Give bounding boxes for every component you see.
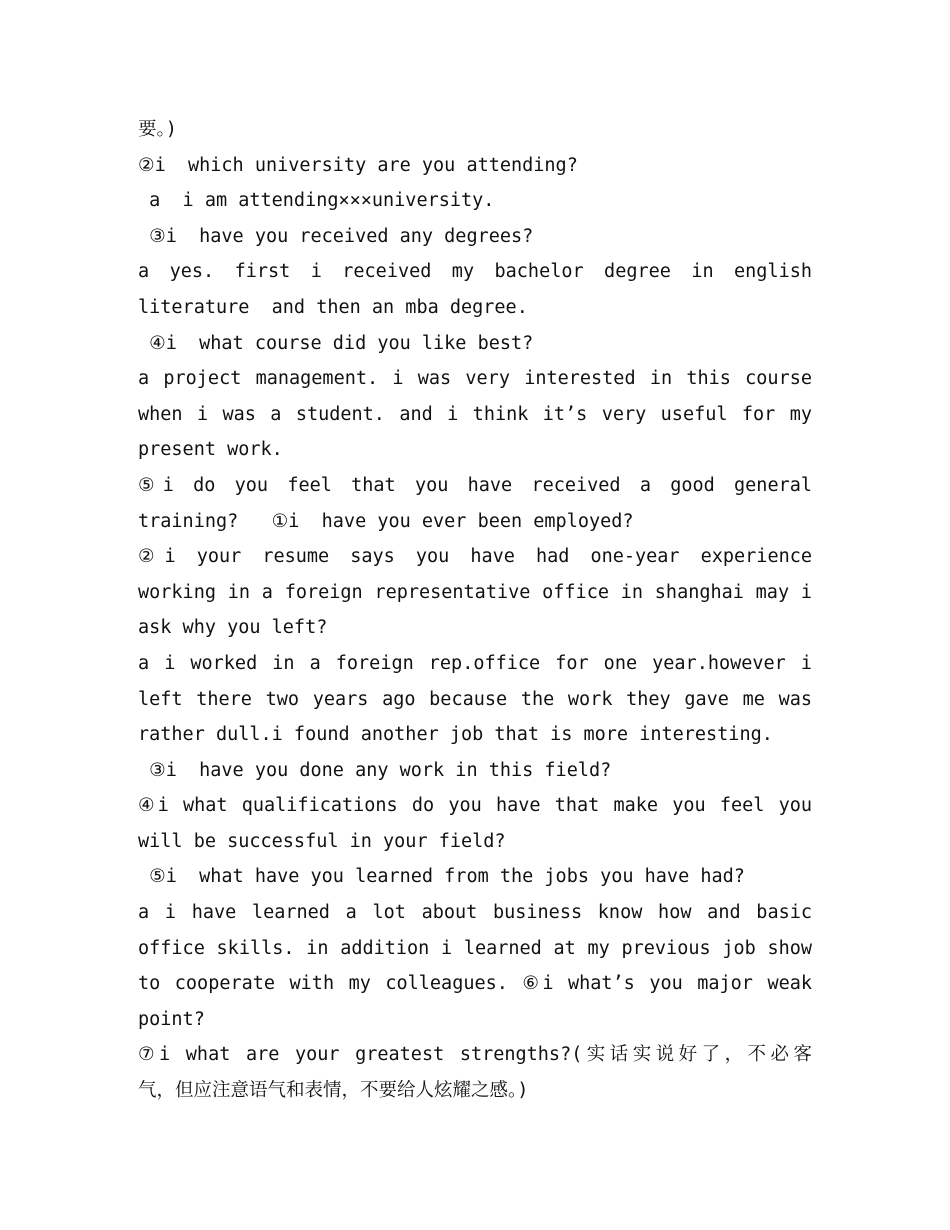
text-line: ④i what course did you like best?	[138, 332, 534, 354]
text-line: training? ①i have you ever been employed?	[138, 510, 634, 532]
text-line: a i worked in a foreign rep.office for one year.however i	[138, 652, 812, 674]
text-line: will be successful in your field?	[138, 830, 506, 852]
text-line: 气，但应注意语气和表情，不要给人炫耀之感。)	[138, 1080, 529, 1102]
text-line: working in a foreign representative office in shanghai may i	[138, 581, 812, 603]
text-line: a i have learned a lot about business know how and basic	[138, 902, 812, 924]
text-line: left there two years ago because the work they gave me was	[138, 688, 812, 710]
text-line: present work.	[138, 439, 283, 461]
text-line: ②i which university are you attending?	[138, 154, 578, 176]
text-line: point?	[138, 1008, 205, 1030]
text-line: ⑤i what have you learned from the jobs you have had?	[138, 866, 745, 888]
text-line: ④i what qualifications do you have that make you feel you	[138, 795, 812, 817]
text-line: ask why you left?	[138, 617, 328, 639]
text-line: ⑤i do you feel that you have received a good general	[138, 474, 812, 496]
text-line: ③i have you done any work in this field?	[138, 759, 612, 781]
text-line: rather dull.i found another job that is more interesting.	[138, 724, 773, 746]
text-line: office skills. in addition i learned at my previous job show	[138, 937, 812, 959]
interview-qa-text	[138, 112, 812, 1109]
text-line: to cooperate with my colleagues. ⑥i what’s you major weak	[138, 973, 812, 995]
text-line: a i am attending×××university.	[138, 190, 495, 212]
text-line: a yes. first i received my bachelor degree in english	[138, 261, 812, 283]
text-line: when i was a student. and i think it’s very useful for my	[138, 403, 812, 425]
text-line: literature and then an mba degree.	[138, 296, 528, 318]
text-line: ③i have you received any degrees?	[138, 225, 534, 247]
text-line: ⑦i what are your greatest strengths?(实话实说好了，不必客	[138, 1044, 812, 1066]
text-line: a project management. i was very interested in this course	[138, 368, 812, 390]
text-line: 要。)	[138, 119, 177, 140]
text-line: ②i your resume says you have had one-year experience	[138, 546, 812, 568]
